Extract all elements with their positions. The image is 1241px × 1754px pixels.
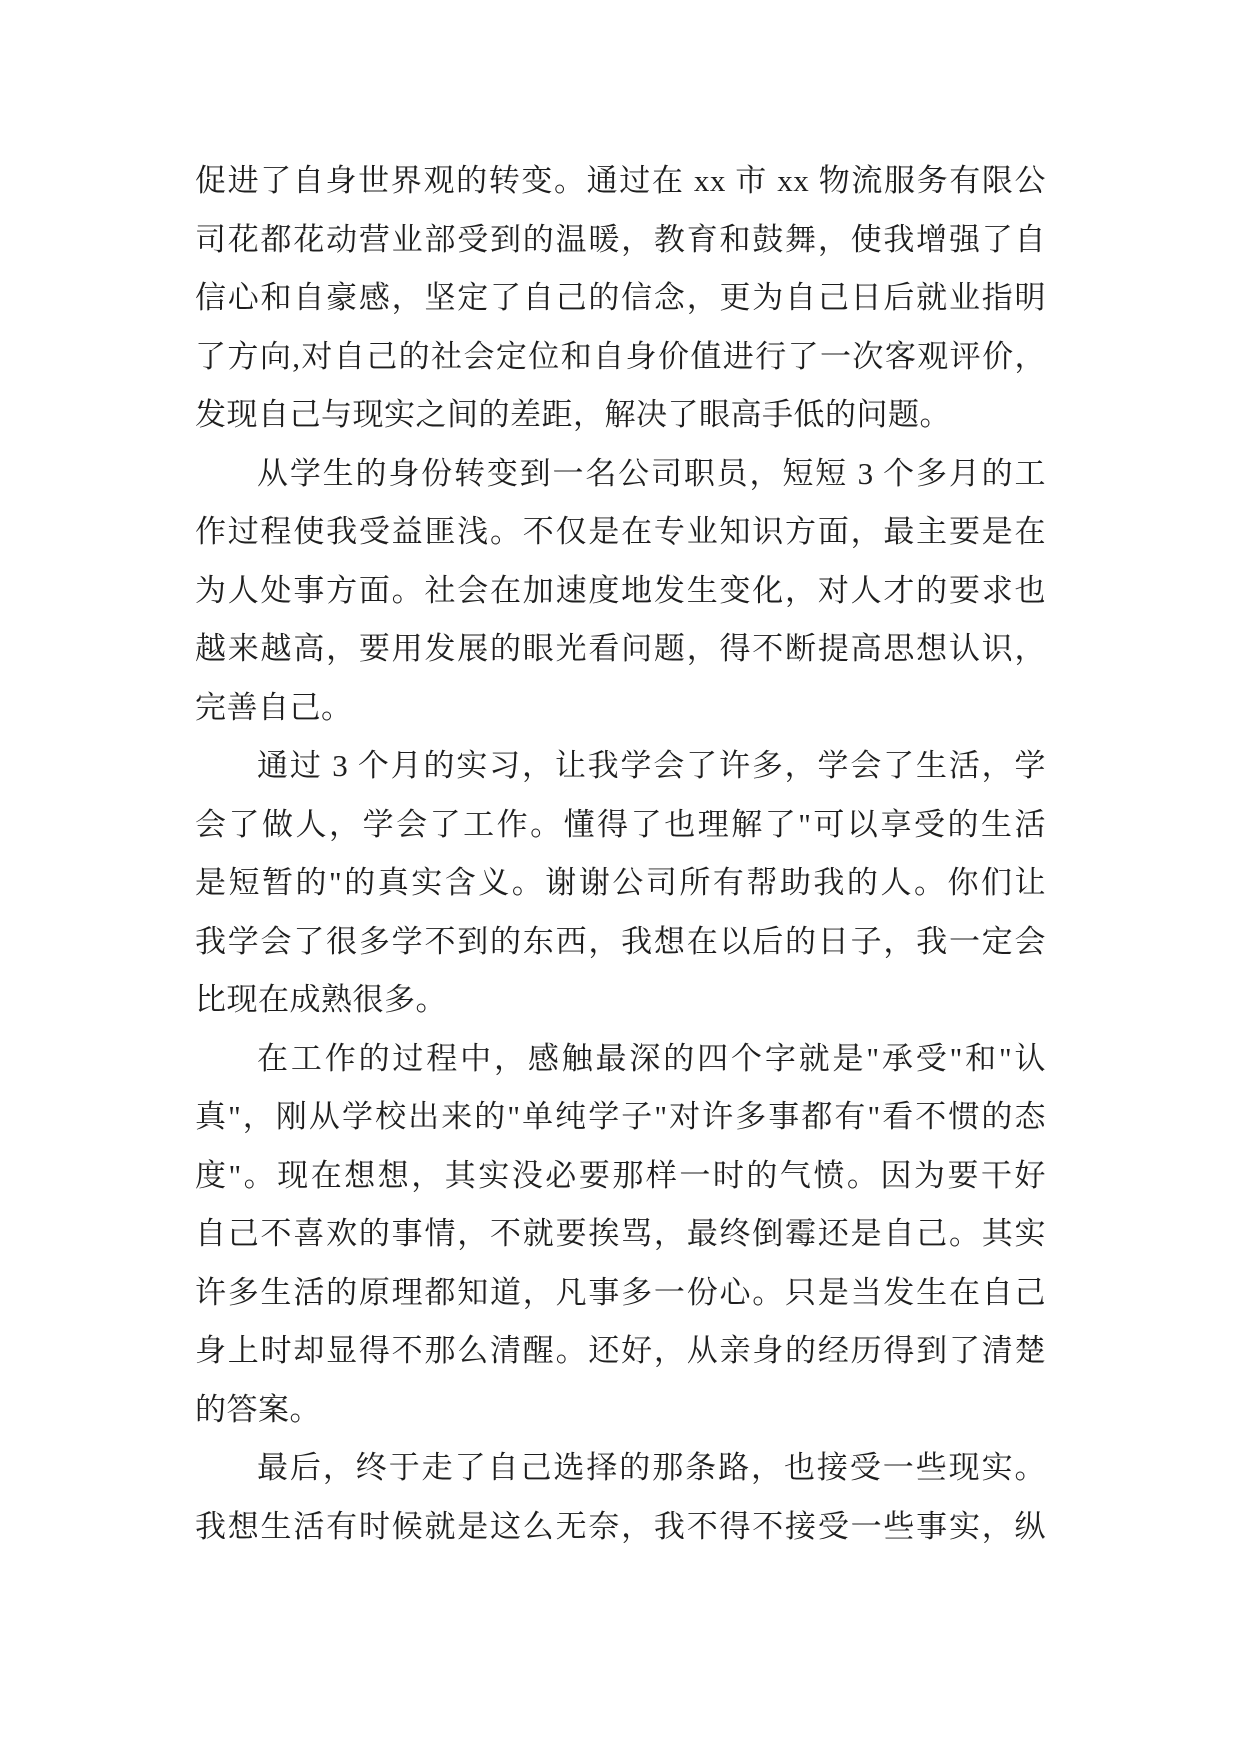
text-line: 促进了自身世界观的转变。通过在 xx 市 xx 物流服务有限公 — [195, 163, 1046, 198]
paragraph — [195, 1439, 1046, 1556]
text-line: 身上时却显得不那么清醒。还好，从亲身的经历得到了清楚 — [195, 1333, 1046, 1368]
text-line: 完善自己。 — [195, 689, 353, 725]
text-line: 是短暂的"的真实含义。谢谢公司所有帮助我的人。你们让 — [195, 865, 1046, 900]
text-line: 越来越高，要用发展的眼光看问题，得不断提高思想认识， — [195, 631, 1046, 666]
text-line: 真"，刚从学校出来的"单纯学子"对许多事都有"看不惯的态 — [195, 1099, 1046, 1134]
text-line: 比现在成熟很多。 — [195, 982, 447, 1017]
text-line: 度"。现在想想，其实没必要那样一时的气愤。因为要干好 — [195, 1157, 1046, 1193]
text-line: 为人处事方面。社会在加速度地发生变化，对人才的要求也 — [195, 572, 1046, 608]
text-line: 会了做人，学会了工作。懂得了也理解了"可以享受的生活 — [195, 806, 1046, 842]
text-line: 了方向,对自己的社会定位和自身价值进行了一次客观评价， — [195, 338, 1046, 374]
text-line: 自己不喜欢的事情，不就要挨骂，最终倒霉还是自己。其实 — [195, 1216, 1046, 1251]
paragraph — [195, 737, 1046, 1030]
text-line: 司花都花动营业部受到的温暖，教育和鼓舞，使我增强了自 — [195, 221, 1046, 257]
text-line: 许多生活的原理都知道，凡事多一份心。只是当发生在自己 — [195, 1274, 1046, 1310]
document-body — [195, 152, 1046, 1556]
paragraph — [195, 1030, 1046, 1440]
text-line: 通过 3 个月的实习，让我学会了许多，学会了生活，学 — [257, 748, 1046, 783]
text-line: 在工作的过程中，感触最深的四个字就是"承受"和"认 — [257, 1040, 1046, 1076]
text-line: 信心和自豪感，坚定了自己的信念，更为自己日后就业指明 — [195, 280, 1046, 315]
paragraph — [195, 445, 1046, 738]
text-line: 从学生的身份转变到一名公司职员，短短 3 个多月的工 — [257, 455, 1046, 491]
text-line: 我学会了很多学不到的东西，我想在以后的日子，我一定会 — [195, 923, 1046, 959]
text-line: 最后，终于走了自己选择的那条路，也接受一些现实。 — [257, 1450, 1046, 1485]
text-line: 的答案。 — [195, 1391, 321, 1427]
paragraph — [195, 152, 1046, 445]
text-line: 作过程使我受益匪浅。不仅是在专业知识方面，最主要是在 — [195, 514, 1046, 549]
text-line: 我想生活有时候就是这么无奈，我不得不接受一些事实，纵 — [195, 1508, 1046, 1544]
text-line: 发现自己与现实之间的差距，解决了眼高手低的问题。 — [195, 397, 951, 432]
